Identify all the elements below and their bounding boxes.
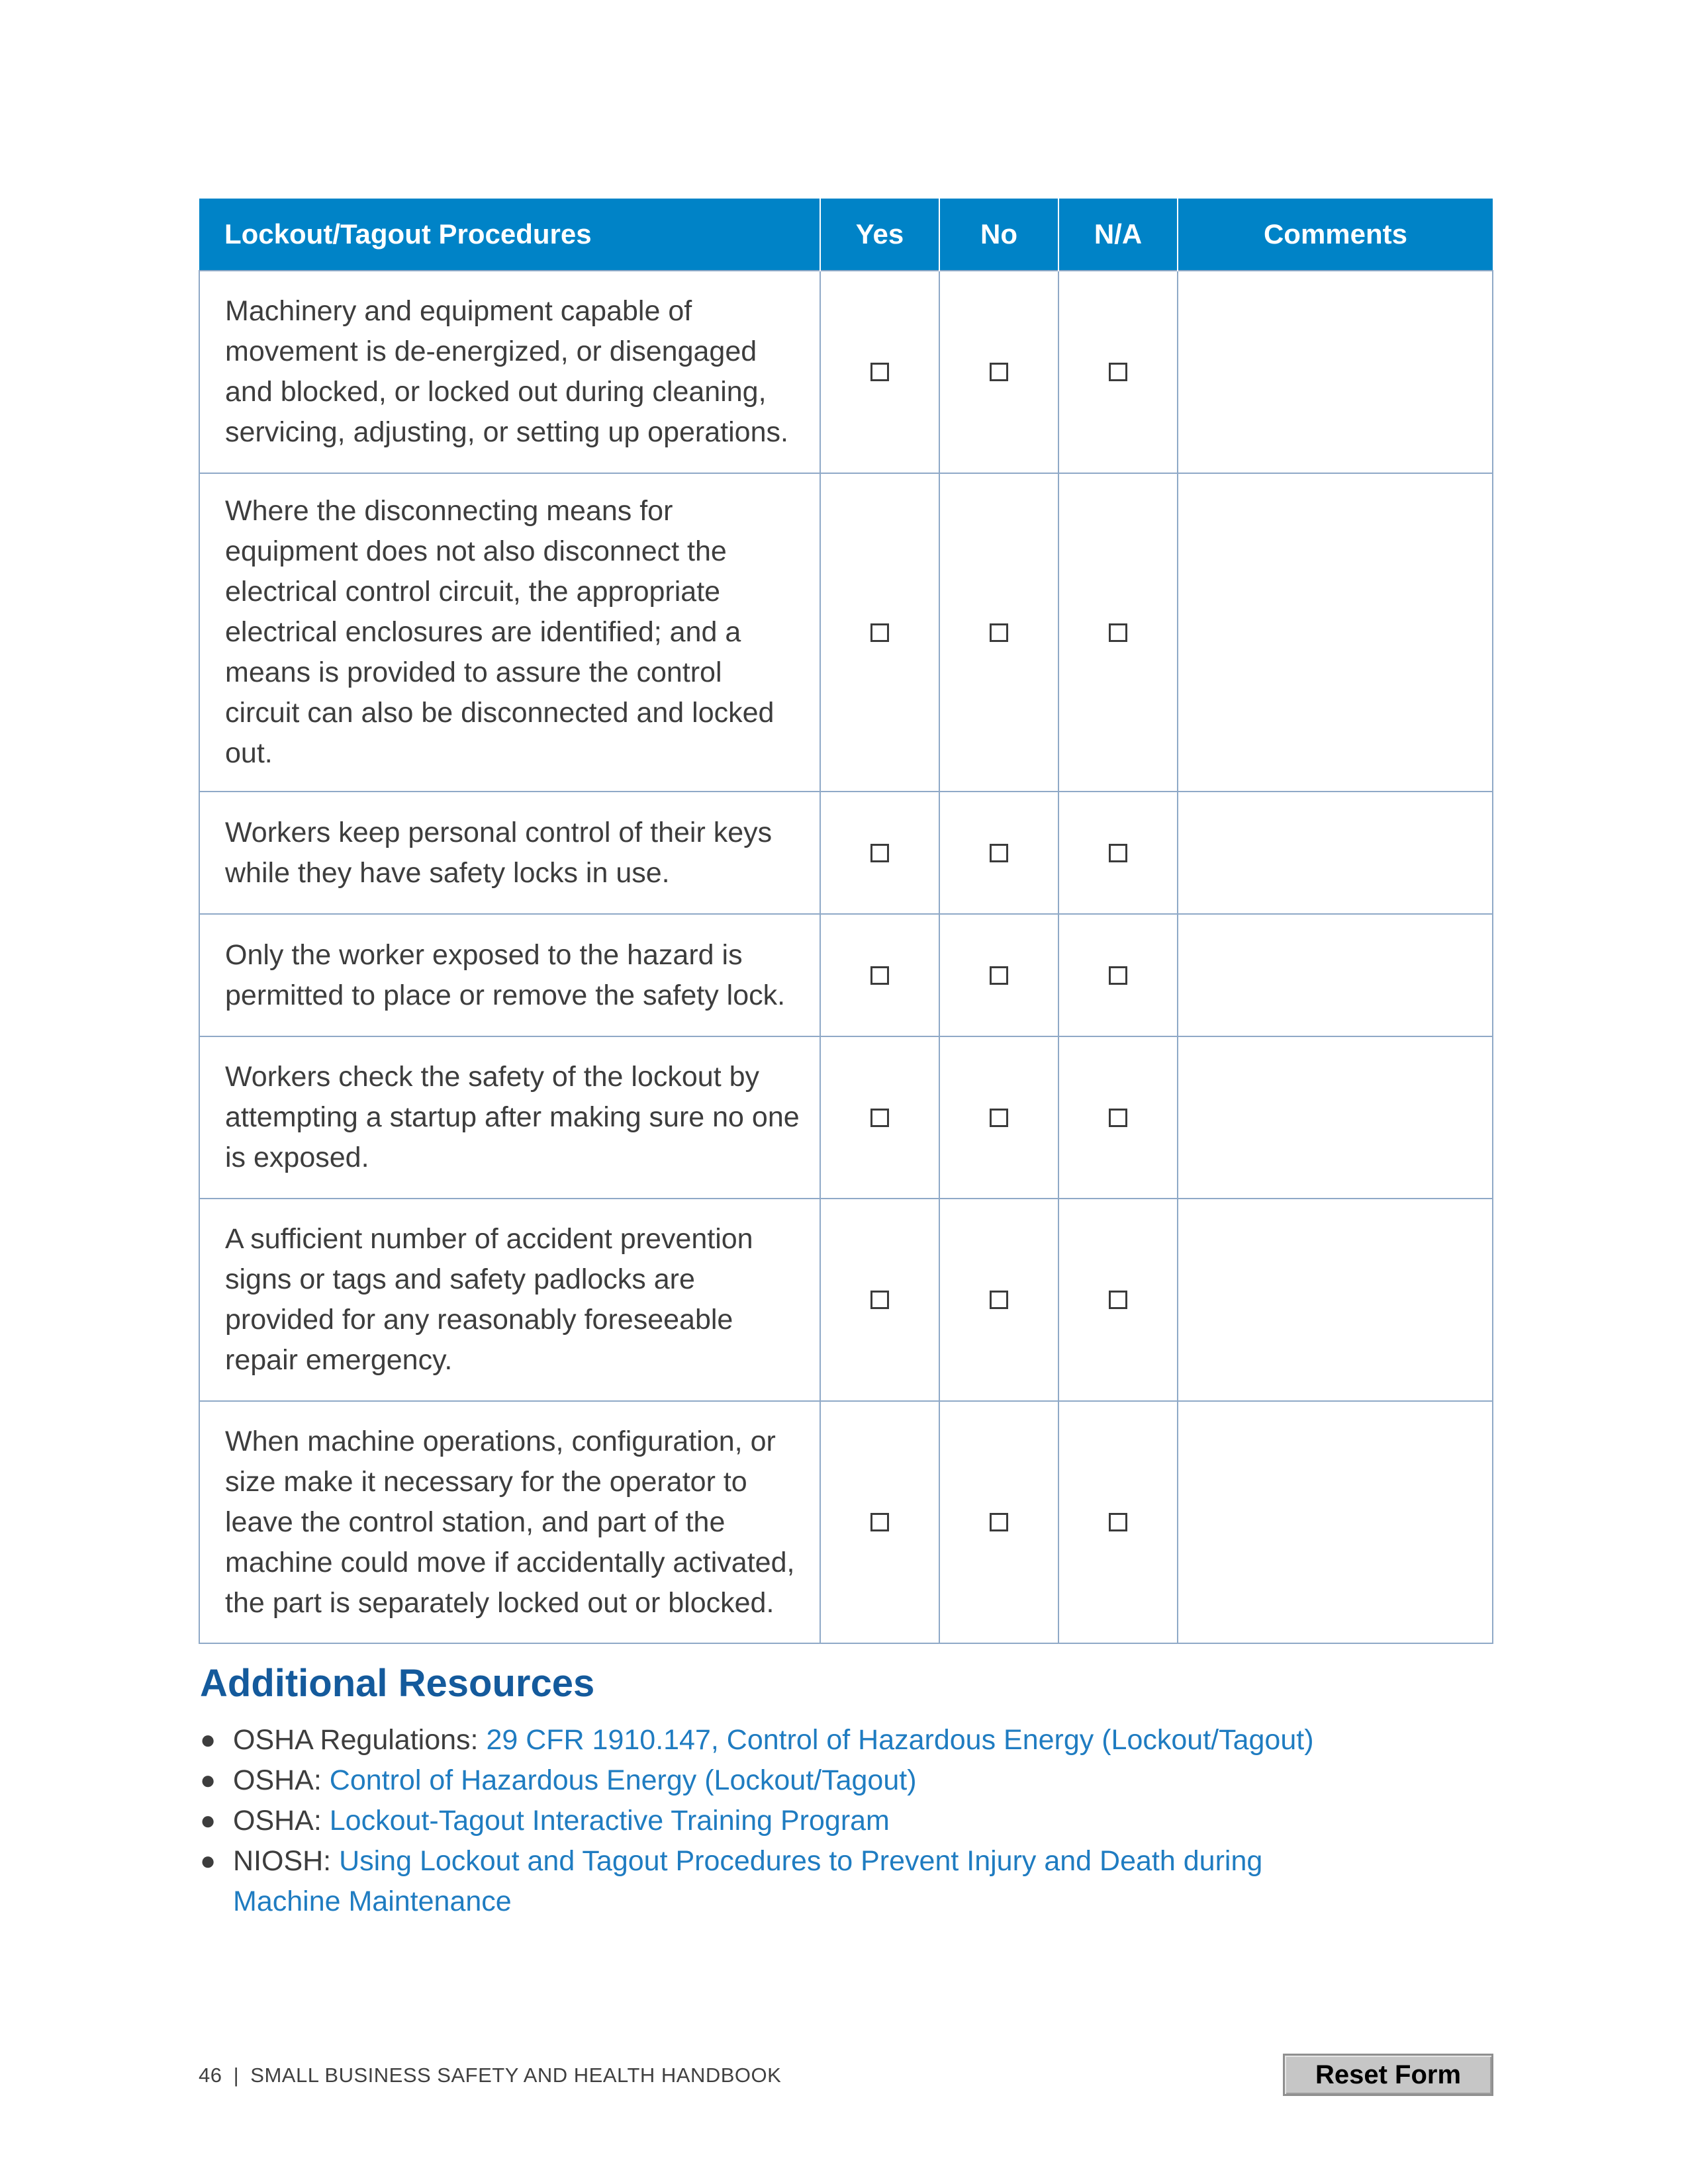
table-row [199, 1036, 1493, 1199]
comments-field[interactable] [1178, 271, 1493, 473]
resource-link[interactable]: Using Lockout and Tagout Procedures to Prevent Injury and Death during Machine Maintenance [233, 1845, 1263, 1917]
list-item [200, 1720, 1497, 1760]
table-row [199, 1401, 1493, 1643]
procedure-text: Workers check the safety of the lockout by attempting a startup after making sure no one is exposed. [199, 1036, 820, 1199]
table-row [199, 473, 1493, 792]
footer-title: SMALL BUSINESS SAFETY AND HEALTH HANDBOOK [250, 2064, 782, 2087]
list-item [200, 1841, 1305, 1922]
no-checkbox[interactable] [990, 966, 1008, 985]
yes-cell [820, 1199, 939, 1401]
no-checkbox[interactable] [990, 363, 1008, 381]
resource-prefix: OSHA: [233, 1764, 330, 1796]
no-checkbox[interactable] [990, 1291, 1008, 1309]
no-cell [939, 1401, 1058, 1643]
yes-cell [820, 1036, 939, 1199]
yes-checkbox[interactable] [870, 363, 889, 381]
comments-field[interactable] [1178, 473, 1493, 792]
na-cell [1058, 1199, 1178, 1401]
yes-cell [820, 914, 939, 1036]
table-header-row [199, 199, 1493, 271]
no-checkbox[interactable] [990, 1109, 1008, 1127]
na-checkbox[interactable] [1109, 363, 1127, 381]
table-row [199, 914, 1493, 1036]
no-checkbox[interactable] [990, 1513, 1008, 1531]
yes-checkbox[interactable] [870, 1291, 889, 1309]
procedure-text: Machinery and equipment capable of movement is de-energized, or disengaged and blocked, or locked out during cleaning, servicing, adjusting, or setting up operations. [199, 271, 820, 473]
na-checkbox[interactable] [1109, 1513, 1127, 1531]
na-checkbox[interactable] [1109, 1291, 1127, 1309]
yes-cell [820, 792, 939, 914]
resource-link[interactable]: Lockout-Tagout Interactive Training Program [329, 1805, 890, 1837]
yes-checkbox[interactable] [870, 623, 889, 642]
resources-heading: Additional Resources [200, 1662, 595, 1705]
no-cell [939, 792, 1058, 914]
bullet-icon: ● [200, 1725, 216, 1754]
no-cell [939, 1199, 1058, 1401]
yes-checkbox[interactable] [870, 1513, 889, 1531]
procedure-text: Only the worker exposed to the hazard is permitted to place or remove the safety lock. [199, 914, 820, 1036]
header-na: N/A [1058, 199, 1178, 271]
additional-resources-section [200, 1661, 1497, 1922]
resource-prefix: OSHA Regulations: [233, 1724, 487, 1756]
no-cell [939, 473, 1058, 792]
list-item [200, 1801, 1497, 1841]
header-comments: Comments [1178, 199, 1493, 271]
yes-cell [820, 271, 939, 473]
na-cell [1058, 792, 1178, 914]
resource-link[interactable]: 29 CFR 1910.147, Control of Hazardous Energy (Lockout/Tagout) [486, 1724, 1314, 1756]
na-cell [1058, 473, 1178, 792]
bullet-icon: ● [200, 1766, 216, 1795]
reset-form-button[interactable]: Reset Form [1283, 2054, 1493, 2096]
na-checkbox[interactable] [1109, 844, 1127, 862]
page-footer [199, 2064, 781, 2087]
na-checkbox[interactable] [1109, 966, 1127, 985]
resource-link[interactable]: Control of Hazardous Energy (Lockout/Tagout) [329, 1764, 917, 1796]
footer-separator: | [233, 2064, 240, 2087]
resources-list [200, 1720, 1497, 1922]
na-cell [1058, 271, 1178, 473]
yes-checkbox[interactable] [870, 1109, 889, 1127]
yes-cell [820, 1401, 939, 1643]
header-yes: Yes [820, 199, 939, 271]
bullet-icon: ● [200, 1806, 216, 1835]
comments-field[interactable] [1178, 792, 1493, 914]
procedure-text: Workers keep personal control of their keys while they have safety locks in use. [199, 792, 820, 914]
na-checkbox[interactable] [1109, 623, 1127, 642]
table-row [199, 1199, 1493, 1401]
comments-field[interactable] [1178, 914, 1493, 1036]
header-procedures: Lockout/Tagout Procedures [199, 199, 820, 271]
no-checkbox[interactable] [990, 623, 1008, 642]
comments-field[interactable] [1178, 1199, 1493, 1401]
header-no: No [939, 199, 1058, 271]
no-cell [939, 914, 1058, 1036]
table-row [199, 792, 1493, 914]
resource-prefix: OSHA: [233, 1805, 330, 1837]
yes-checkbox[interactable] [870, 844, 889, 862]
no-cell [939, 271, 1058, 473]
page-number: 46 [199, 2064, 222, 2087]
lockout-tagout-table [199, 199, 1493, 1644]
procedure-text: A sufficient number of accident prevention signs or tags and safety padlocks are provided for any reasonably foreseeable repair emergency. [199, 1199, 820, 1401]
yes-checkbox[interactable] [870, 966, 889, 985]
comments-field[interactable] [1178, 1401, 1493, 1643]
na-cell [1058, 914, 1178, 1036]
na-cell [1058, 1036, 1178, 1199]
resource-prefix: NIOSH: [233, 1845, 340, 1877]
bullet-icon: ● [200, 1846, 216, 1876]
no-cell [939, 1036, 1058, 1199]
list-item [200, 1760, 1497, 1801]
comments-field[interactable] [1178, 1036, 1493, 1199]
no-checkbox[interactable] [990, 844, 1008, 862]
table-row [199, 271, 1493, 473]
na-cell [1058, 1401, 1178, 1643]
procedure-text: When machine operations, configuration, or size make it necessary for the operator to leave the control station, and part of the machine could move if accidentally activated, the part is separately locked out or blocked. [199, 1401, 820, 1643]
procedure-text: Where the disconnecting means for equipment does not also disconnect the electrical control circuit, the appropriate electrical enclosures are identified; and a means is provided to assure the control circuit can also be disconnected and locked out. [199, 473, 820, 792]
na-checkbox[interactable] [1109, 1109, 1127, 1127]
yes-cell [820, 473, 939, 792]
